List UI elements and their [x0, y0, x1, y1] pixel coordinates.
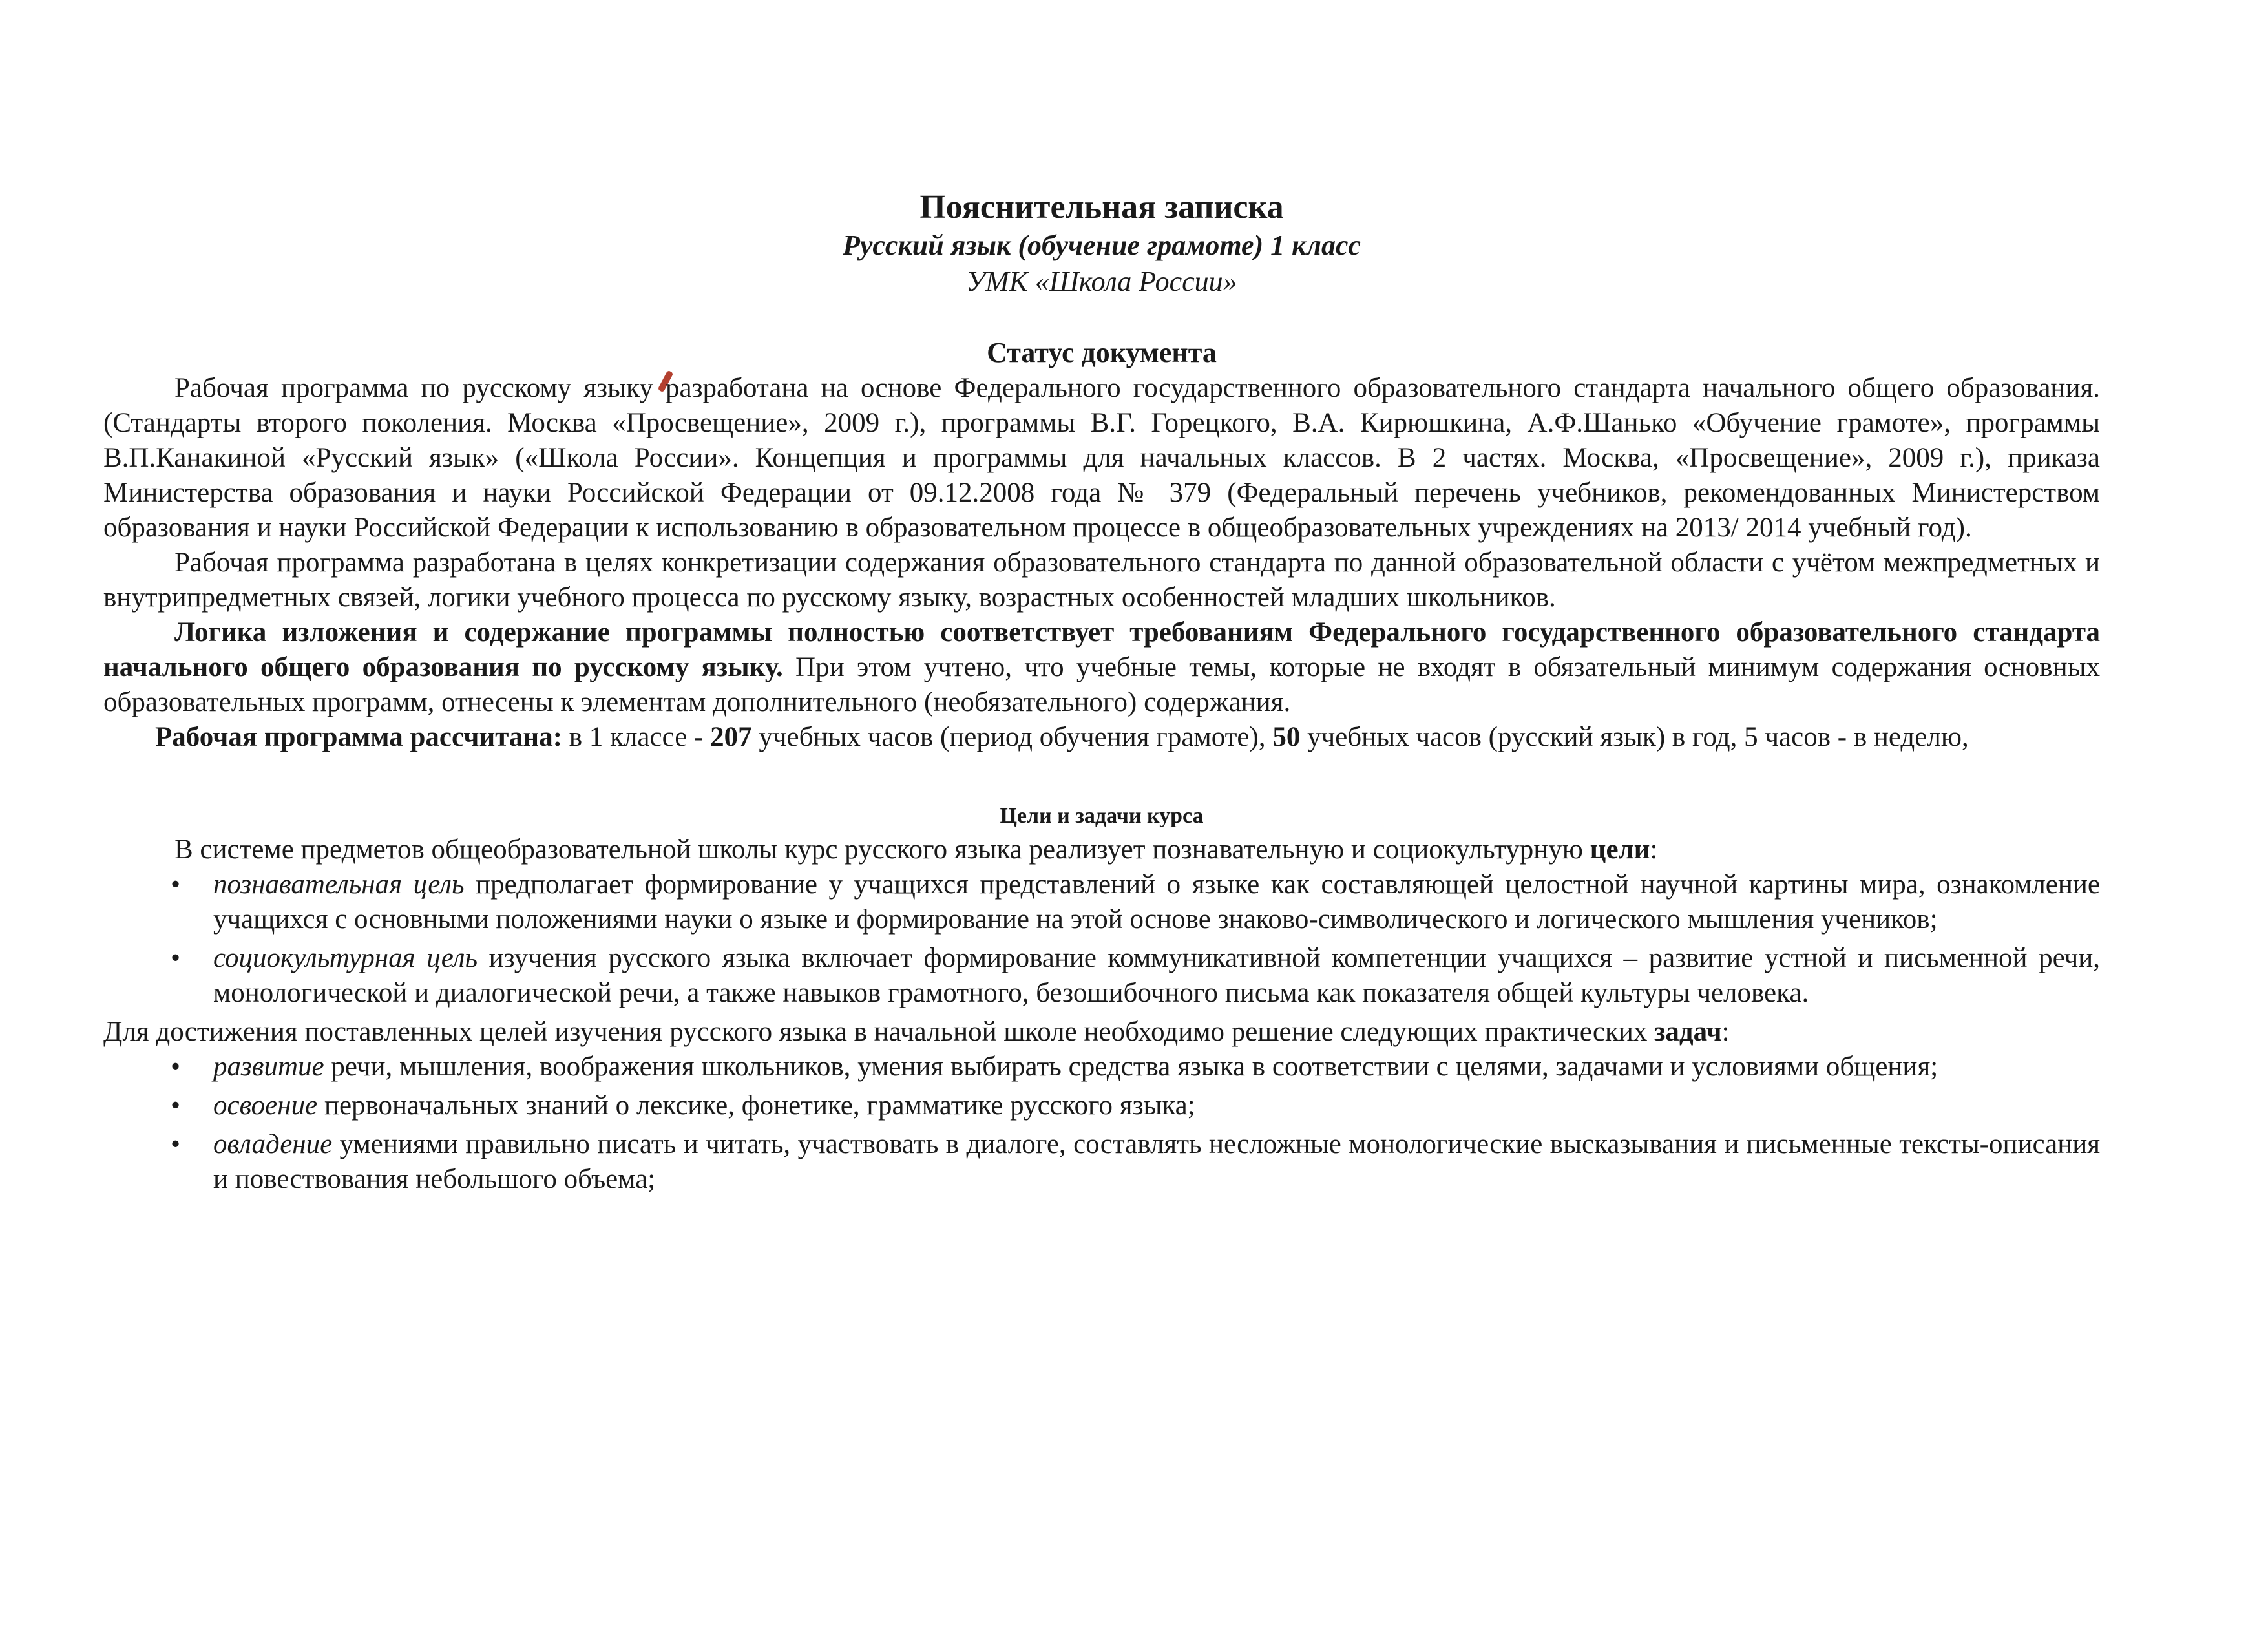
task-term: развитие [213, 1051, 324, 1082]
task-term: овладение [213, 1129, 333, 1159]
goals-list [103, 867, 2100, 1011]
goals-intro-text: В системе предметов общеобразовательной школы курс русского языка реализует познавательную и социокультурную [174, 834, 1590, 865]
list-item [103, 941, 2100, 1011]
status-paragraph-2: Рабочая программа разработана в целях конкретизации содержания образовательного стандарта по данной образовательной области с учётом межпредметных и внутрипредметных связей, логики учебного процесса по русскому языку, возрастных особенностей младших школьников. [103, 547, 2100, 613]
goals-intro-colon: : [1650, 834, 1658, 865]
task-text: речи, мышления, воображения школьников, умения выбирать средства языка в соответствии с целями, задачами и условиями общения; [324, 1051, 1938, 1082]
goal-term: социокультурная цель [213, 943, 478, 973]
hours-text-a: в 1 классе - [562, 722, 711, 752]
status-paragraph-3 [103, 615, 2100, 720]
document-page [103, 187, 2100, 1201]
logic-statement: Логика изложения и содержание программы полностью соответствует требованиям Федерального государственного образовательного стандарта начального общего образования по русскому языку. [103, 617, 2100, 682]
goals-intro-bold: цели [1590, 834, 1650, 865]
logic-statement-rest: При этом учтено, что учебные темы, которые не входят в обязательный минимум содержания основных образовательных программ, отнесены к элементам дополнительного (необязательного) содержания. [103, 652, 2101, 717]
task-term: освоение [213, 1090, 318, 1121]
tasks-intro-bold: задач [1654, 1017, 1722, 1047]
hours-text-c: учебных часов (русский язык) в год, 5 часов - в неделю, [1300, 722, 1969, 752]
hours-text-b: учебных часов (период обучения грамоте), [751, 722, 1273, 752]
bullet: • [171, 943, 181, 973]
bullet: • [171, 1090, 181, 1121]
goal-text: предполагает формирование у учащихся представлений о языке как составляющей целостной научной картины мира, ознакомление учащихся с основными положениями науки о языке и формирование на этой основе знаково-символического и логического мышления учеников; [213, 869, 2100, 935]
tasks-intro-colon: : [1721, 1017, 1730, 1047]
bullet: • [171, 1051, 181, 1082]
hours-value-2: 50 [1272, 722, 1301, 752]
list-item [103, 1050, 2100, 1084]
goals-heading: Цели и задачи курса [1000, 804, 1204, 828]
status-paragraph-4 [103, 720, 2100, 755]
status-heading: Статус документа [987, 337, 1217, 368]
goals-intro [103, 832, 2100, 867]
task-text: первоначальных знаний о лексике, фонетике, грамматике русского языка; [317, 1090, 1195, 1121]
goal-text: изучения русского языка включает формирование коммуникативной компетенции учащихся – развитие устной и письменной речи, монологической и диалогической речи, а также навыков грамотного, безошибочного письма как показателя общей культуры человека. [213, 943, 2100, 1008]
goal-term: познавательная цель [213, 869, 465, 900]
list-item [103, 867, 2100, 937]
list-item [103, 1088, 2100, 1123]
task-text: умениями правильно писать и читать, участвовать в диалоге, составлять несложные монологические высказывания и письменные тексты-описания и повествования небольшого объема; [213, 1129, 2100, 1194]
bullet: • [171, 869, 181, 900]
page-title: Пояснительная записка [919, 189, 1284, 226]
page-subtitle: Русский язык (обучение грамоте) 1 класс [842, 229, 1361, 261]
bullet: • [171, 1129, 181, 1159]
tasks-intro-text: Для достижения поставленных целей изучения русского языка в начальной школе необходимо решение следующих практических [103, 1017, 1655, 1047]
hours-value-1: 207 [710, 722, 752, 752]
tasks-intro [103, 1015, 2100, 1050]
status-paragraph-1: Рабочая программа по русскому языку разработана на основе Федерального государственного образовательного стандарта начального общего образования. (Стандарты второго поколения. Москва «Просвещение», 2009 г.), программы В.Г. Горецкого, В.А. Кирюшкина, А.Ф.Шанько «Обучение грамоте», программы В.П.Канакиной «Русский язык» («Школа России». Концепция и программы для начальных классов. В 2 частях. Москва, «Просвещение», 2009 г.), приказа Министерства образования и науки Российской Федерации от 09.12.2008 года № 379 (Федеральный перечень учебников, рекомендованных Министерством образования и науки Российской Федерации к использованию в образовательном процессе в общеобразовательных учреждениях на 2013/ 2014 учебный год). [103, 373, 2100, 543]
umk-line: УМК «Школа России» [966, 266, 1237, 297]
list-item [103, 1127, 2100, 1197]
tasks-list [103, 1050, 2100, 1197]
hours-label: Рабочая программа рассчитана: [155, 722, 563, 752]
